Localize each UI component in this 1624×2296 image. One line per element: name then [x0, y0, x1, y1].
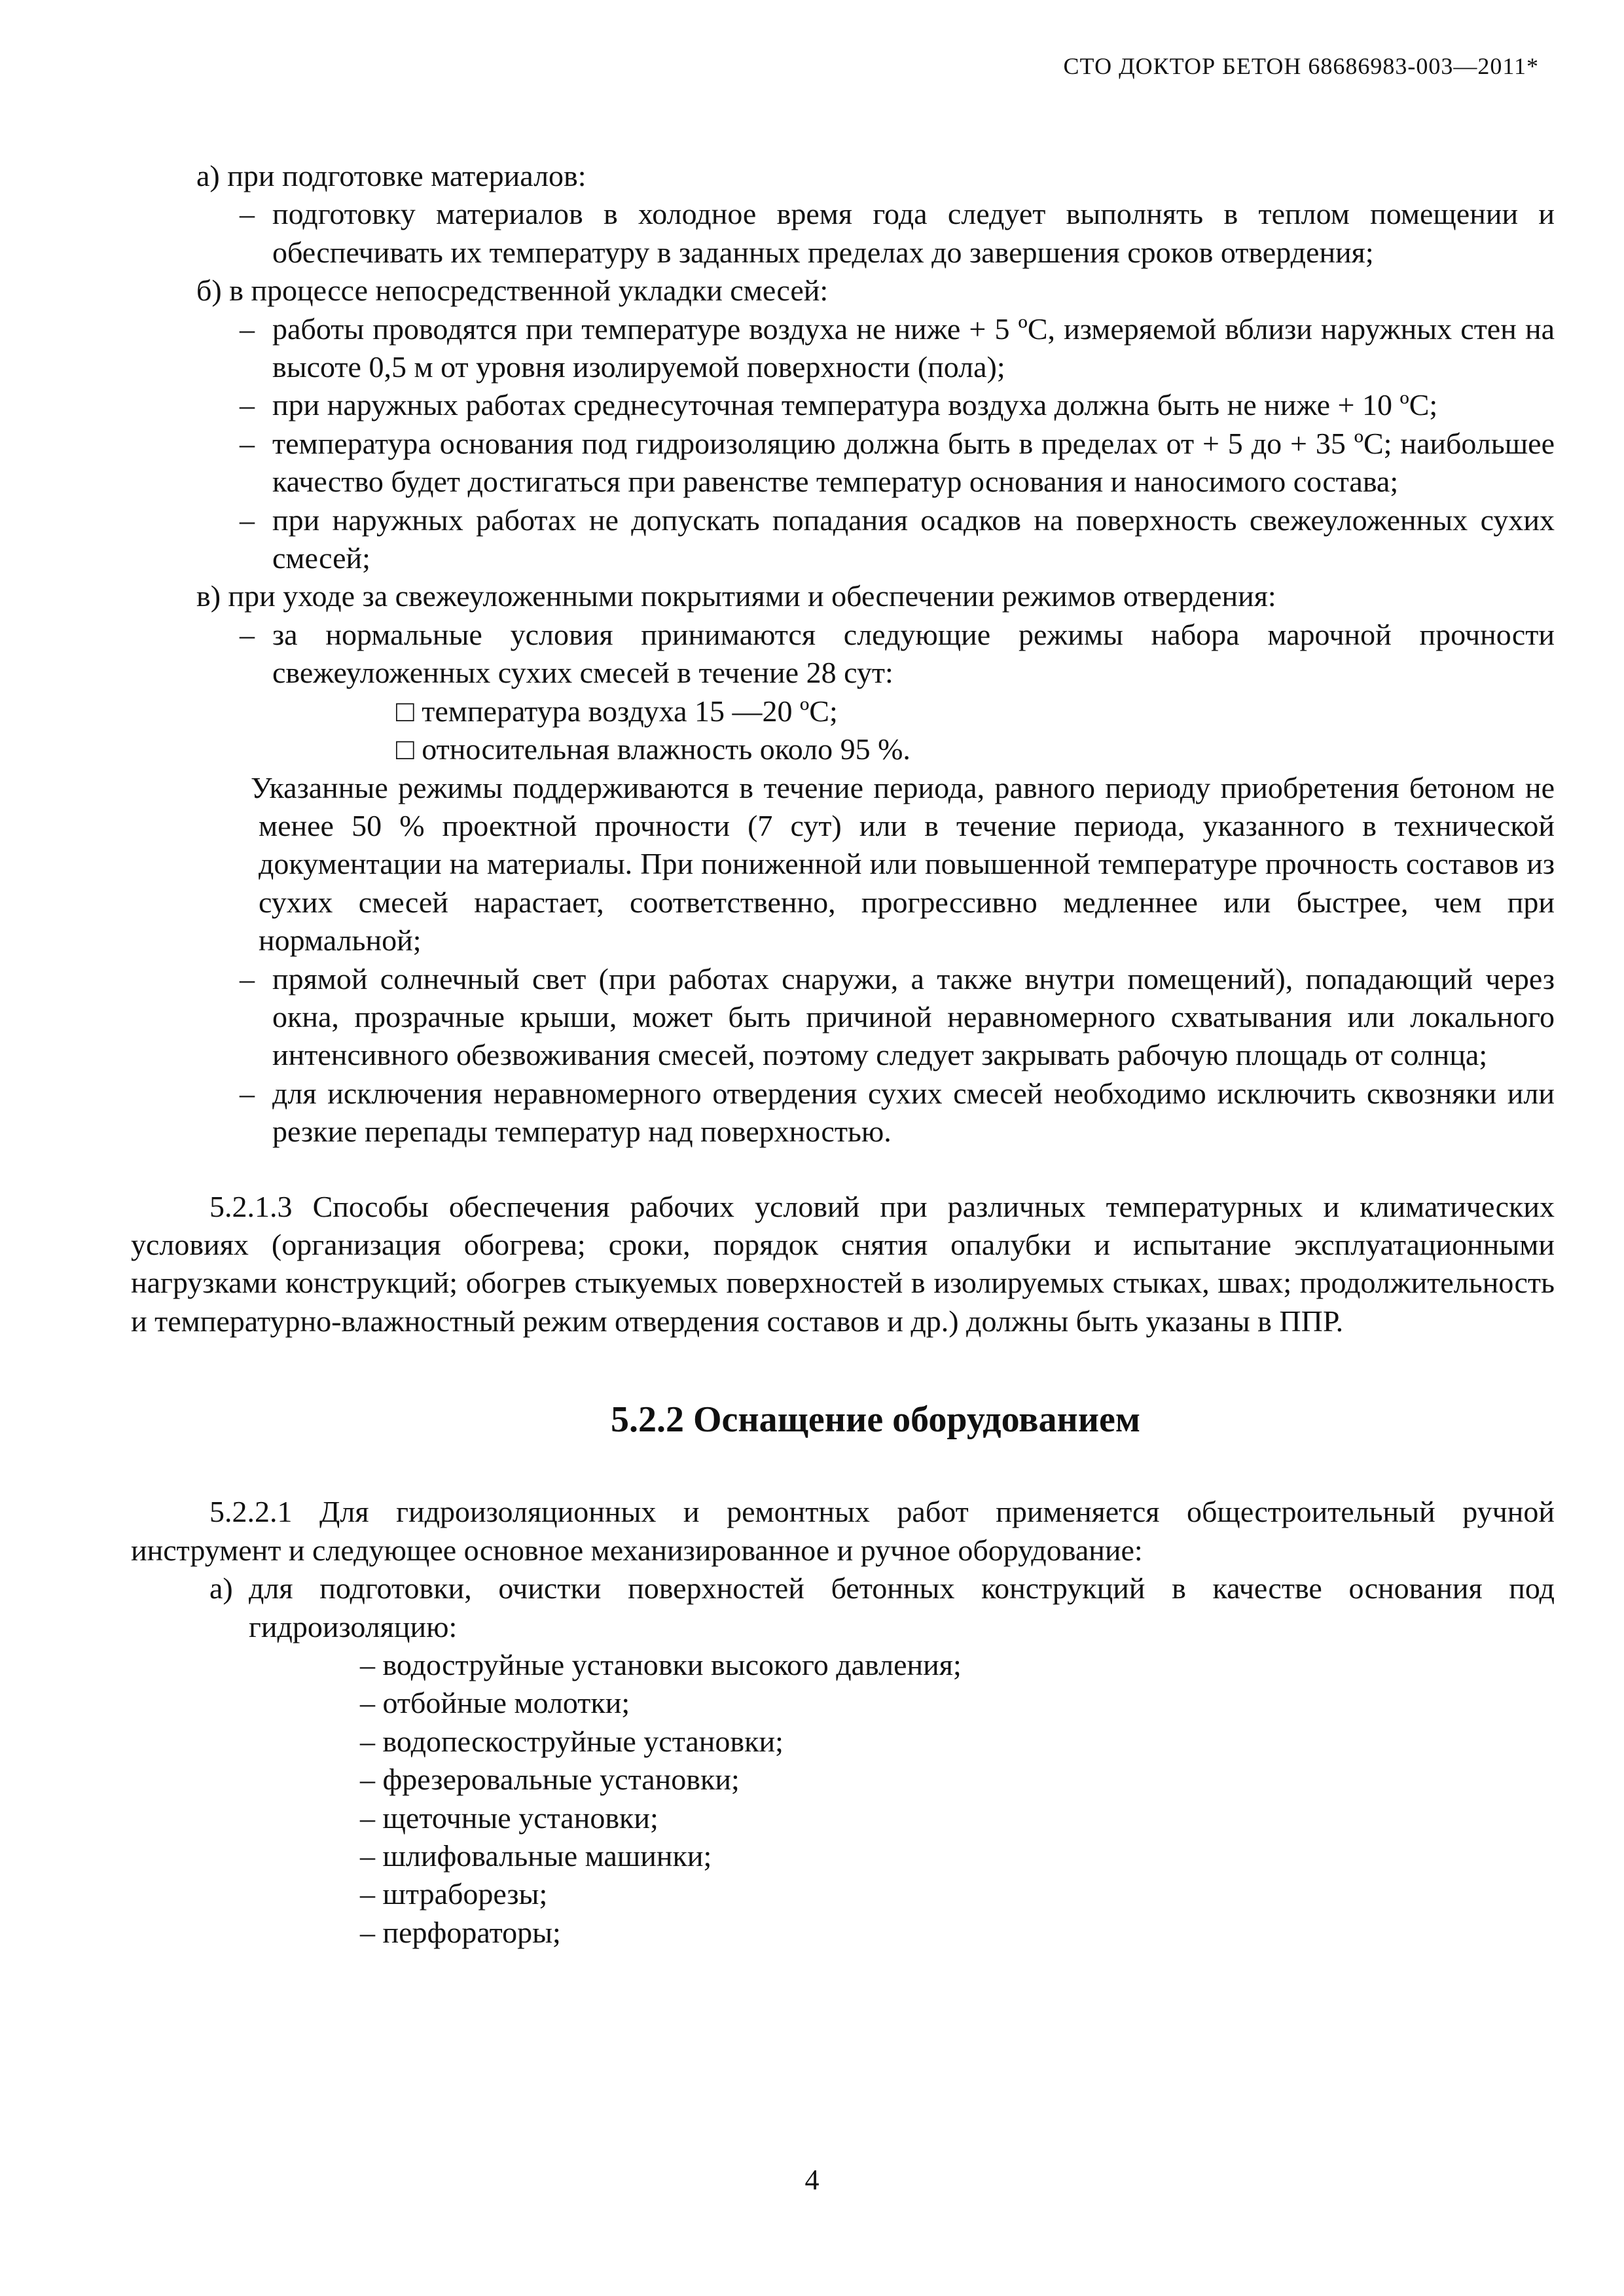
paragraph-5221: 5.2.2.1 Для гидроизоляционных и ремонтных работ применяется общестроительный ручной инструмент и следующее основное механизированное и ручное оборудование:: [131, 1495, 1555, 1567]
list-item-a: а) для подготовки, очистки поверхностей бетонных конструкций в качестве основания под гидроизоляцию:: [209, 1571, 1555, 1643]
page-number: 4: [804, 2164, 820, 2196]
list-item: – водопескоструйные установки;: [360, 1724, 784, 1758]
list-item: – за нормальные условия принимаются следующие режимы набора марочной прочности свежеуложенных сухих смесей в течение 28 сут:: [240, 617, 1555, 690]
list-item: – температура основания под гидроизоляцию должна быть в пределах от + 5 до + 35 ºС; наибольшее качество будет достигаться при равенстве температур основания и наносимого состава;: [240, 426, 1555, 499]
document-body: [131, 157, 1555, 1952]
list-label-c: в) при уходе за свежеуложенными покрытиями и обеспечении режимов отвердения:: [196, 579, 1276, 613]
sub-item-humidity: □ относительная влажность около 95 %.: [396, 732, 911, 766]
list-label-b: б) в процессе непосредственной укладки смесей:: [196, 274, 829, 308]
list-label-a: а) при подготовке материалов:: [196, 159, 586, 192]
list-item: – щеточные установки;: [360, 1801, 659, 1835]
list-item: – для исключения неравномерного отвердения сухих смесей необходимо исключить сквозняки или резкие перепады температур над поверхностью.: [240, 1076, 1555, 1149]
list-item: – прямой солнечный свет (при работах снаружи, а также внутри помещений), попадающий через окна, прозрачные крыши, может быть причиной неравномерного схватывания или локального интенсивного обезвоживания смесей, поэтому следует закрывать рабочую площадь от солнца;: [240, 961, 1555, 1072]
list-item: – подготовку материалов в холодное время года следует выполнять в теплом помещении и обеспечивать их температуру в заданных пределах до завершения сроков отвердения;: [240, 197, 1555, 269]
list-item: – при наружных работах не допускать попадания осадков на поверхность свежеуложенных сухих смесей;: [240, 503, 1555, 575]
list-item: – фрезеровальные установки;: [360, 1763, 740, 1797]
paragraph-5213: 5.2.1.3 Способы обеспечения рабочих условий при различных температурных и климатических условиях (организация обогрева; сроки, порядок снятия опалубки и испытание эксплуатационными нагрузками конструкций; обогрев стыкуемых поверхностей в изолируемых стыках, швах; продолжительность и температурно-влажностный режим отвердения составов и др.) должны быть указаны в ППР.: [131, 1189, 1555, 1338]
list-item: – водоструйные установки высокого давления;: [360, 1647, 962, 1681]
list-item: – отбойные молотки;: [360, 1686, 630, 1720]
list-item: – штраборезы;: [360, 1877, 548, 1911]
list-item: – при наружных работах среднесуточная температура воздуха должна быть не ниже + 10 ºС;: [240, 388, 1438, 422]
list-item: – шлифовальные машинки;: [360, 1839, 712, 1873]
sub-item-temperature: □ температура воздуха 15 —20 ºС;: [396, 694, 838, 728]
list-item: – перфораторы;: [360, 1915, 561, 1949]
list-item: – работы проводятся при температуре воздуха не ниже + 5 ºС, измеряемой вблизи наружных стен на высоте 0,5 м от уровня изолируемой поверхности (пола);: [240, 312, 1555, 384]
document-header: СТО ДОКТОР БЕТОН 68686983-003—2011*: [1063, 53, 1539, 79]
list-note: Указанные режимы поддерживаются в течение периода, равного периоду приобретения бетоном не менее 50 % проектной прочности (7 сут) или в течение периода, указанного в технической документации на материалы. При пониженной или повышенной температуре прочность составов из сухих смесей нарастает, соответственно, прогрессивно медленнее или быстрее, чем при нормальной;: [251, 770, 1555, 958]
equipment-list: [209, 1570, 1555, 1646]
section-heading: 5.2.2 Оснащение оборудованием: [610, 1399, 1141, 1441]
